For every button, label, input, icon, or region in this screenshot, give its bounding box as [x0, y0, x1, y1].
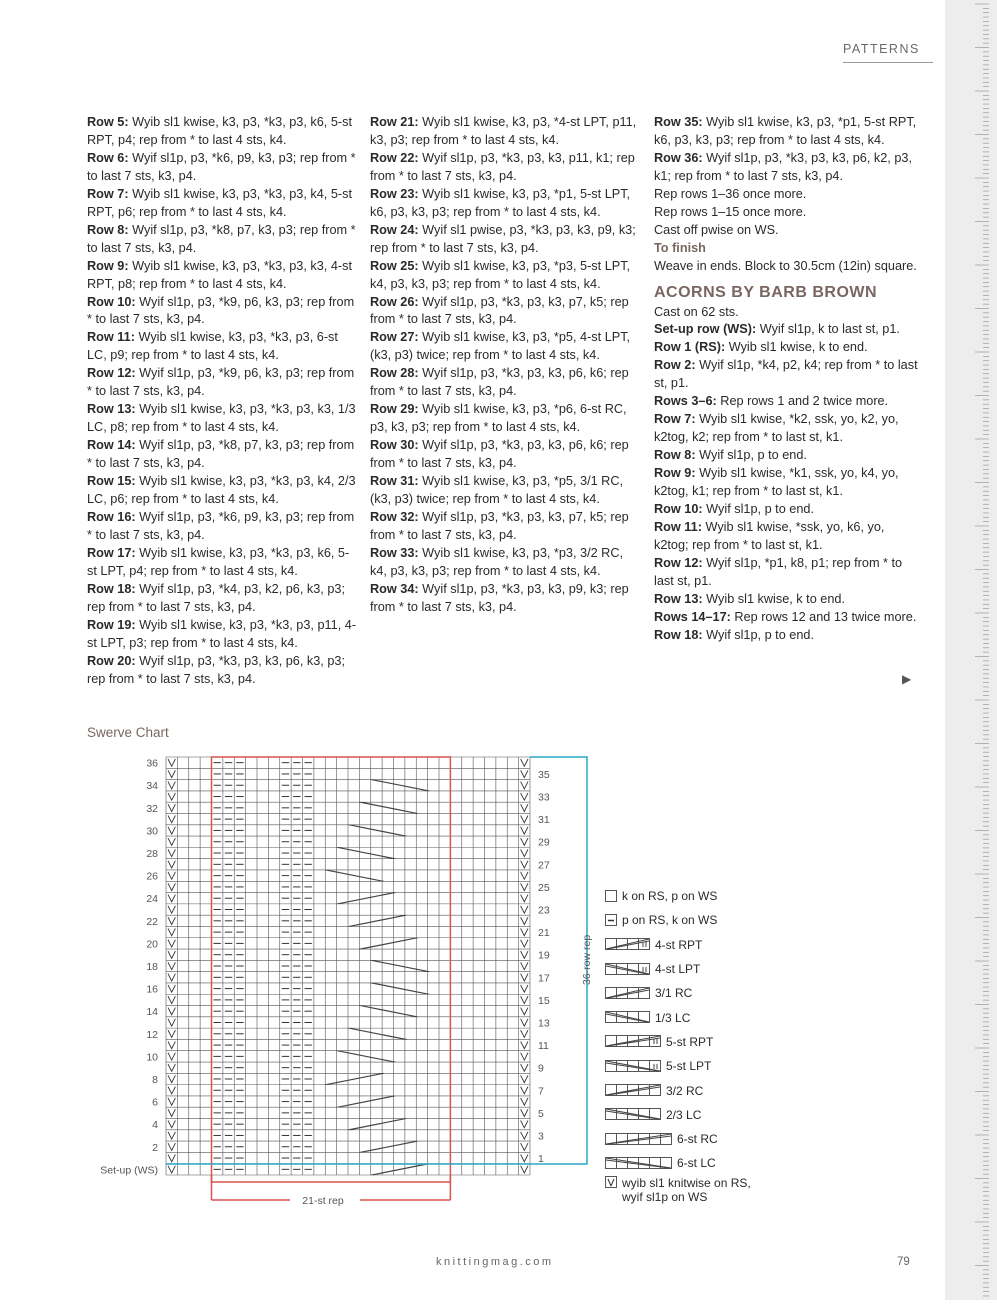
continue-arrow-icon: ▶ — [902, 672, 912, 686]
pattern-row — [370, 186, 640, 222]
row-label: Row 34: — [370, 581, 419, 596]
row-label: Row 9: — [654, 466, 696, 481]
pattern-row — [654, 304, 919, 322]
row-instruction: Wyif sl1p, p3, *k8, p7, k3, p3; rep from * to last 7 sts, k3, p4. — [87, 438, 355, 471]
row-label: Row 7: — [654, 412, 696, 427]
legend-item — [605, 1176, 751, 1212]
pattern-row — [654, 447, 919, 465]
rc32-icon — [605, 1084, 662, 1097]
row-instruction: Rep rows 1 and 2 twice more. — [716, 394, 889, 409]
row-instruction: Wyif sl1p, p to end. — [702, 627, 814, 642]
row-label: Row 10: — [654, 502, 703, 517]
pattern-row — [87, 653, 357, 689]
pattern-row — [87, 365, 357, 401]
pattern-row — [87, 473, 357, 509]
row-instruction: Wyib sl1 kwise, k3, p3, *k3, p3, 6-st LC, p9; rep from * to last 4 sts, k4. — [87, 330, 338, 363]
chart-row-label: 4 — [152, 1119, 158, 1132]
legend-item — [605, 981, 751, 1005]
legend-label-line2: wyif sl1p on WS — [622, 1189, 708, 1204]
row-label: Row 32: — [370, 509, 419, 524]
pattern-row — [654, 609, 919, 627]
lc13-icon — [605, 1011, 651, 1024]
pattern-row — [370, 258, 640, 294]
chart-row-label: 36 — [146, 757, 158, 770]
row-instruction: Wyif sl1p, p3, *k6, p9, k3, p3; rep from * to last 7 sts, k3, p4. — [87, 150, 356, 183]
to-finish-heading: To finish — [654, 240, 706, 255]
pattern-row — [87, 329, 357, 365]
chart-legend — [605, 884, 751, 1212]
row-label: Row 23: — [370, 186, 419, 201]
purl-square-icon — [605, 914, 618, 927]
row-instruction: Wyib sl1 kwise, k3, p3, *k3, p3, p11, 4-st LPT, p3; rep from * to last 4 sts, k4. — [87, 617, 357, 650]
row-label: Row 8: — [87, 222, 129, 237]
row-label: Row 25: — [370, 258, 419, 273]
legend-item — [605, 908, 751, 932]
row-instruction: Wyif sl1p, p3, *k3, p3, k3, p7, k5; rep from * to last 7 sts, k3, p4. — [370, 294, 629, 327]
row-instruction: Rep rows 12 and 13 twice more. — [730, 609, 917, 624]
pattern-row — [87, 150, 357, 186]
lpt5-icon — [605, 1060, 662, 1073]
chart-row-label: 34 — [146, 780, 158, 793]
row-instruction: Wyib sl1 kwise, *k2, ssk, yo, k2, yo, k2tog, k2; rep from * to last st, k1. — [654, 412, 899, 445]
row-label: Row 35: — [654, 115, 703, 129]
lpt4-icon — [605, 963, 651, 976]
legend-label: p on RS, k on WS — [622, 913, 718, 928]
pattern-row — [654, 465, 919, 501]
legend-item — [605, 884, 751, 908]
row-label: Set-up row (WS): — [654, 322, 757, 337]
pattern-row — [654, 186, 919, 204]
pattern-row — [654, 339, 919, 357]
row-instruction: Wyib sl1 kwise, k3, p3, *k3, p3, k3, 1/3 LC, p8; rep from * to last 4 sts, k4. — [87, 402, 356, 435]
row-label: Row 33: — [370, 545, 419, 560]
pattern-row — [654, 411, 919, 447]
chart-row-label: 8 — [152, 1073, 158, 1086]
pattern-row — [87, 617, 357, 653]
row-label: Row 19: — [87, 617, 136, 632]
pattern-row — [87, 294, 357, 330]
row-label: Row 20: — [87, 653, 136, 668]
pattern-row — [87, 437, 357, 473]
knit-square-icon — [605, 890, 618, 903]
chart-row-label: 26 — [146, 870, 158, 883]
row-label: Row 10: — [87, 294, 136, 309]
pattern-row — [654, 222, 919, 240]
chart-row-label: 32 — [146, 802, 158, 815]
row-instruction: Wyib sl1 kwise, *k1, ssk, yo, k4, yo, k2tog, k1; rep from * to last st, k1. — [654, 466, 899, 499]
row-instruction: Wyib sl1 kwise, *ssk, yo, k6, yo, k2tog; rep from * to last st, k1. — [654, 519, 885, 552]
row-instruction: Wyif sl1p, p3, *k3, p3, k3, p6, k6; rep from * to last 7 sts, k3, p4. — [370, 438, 629, 471]
acorns-heading: ACORNS BY BARB BROWN — [654, 283, 878, 301]
to-finish-text: Weave in ends. Block to 30.5cm (12in) square. — [654, 258, 917, 273]
legend-label: 4-st LPT — [655, 962, 701, 977]
pattern-row — [654, 555, 919, 591]
chart-row-label: 31 — [538, 814, 550, 827]
legend-item — [605, 1005, 751, 1029]
chart-row-label: 30 — [146, 825, 158, 838]
row-instruction: Wyif sl1p, p3, *k6, p9, k3, p3; rep from * to last 7 sts, k3, p4. — [87, 509, 355, 542]
row-instruction: Rep rows 1–36 once more. — [654, 186, 807, 201]
row-label: Row 24: — [370, 222, 419, 237]
legend-item — [605, 1078, 751, 1102]
row-label: Row 18: — [87, 581, 136, 596]
legend-item — [605, 957, 751, 981]
row-instruction: Wyib sl1 kwise, k3, p3, *p5, 3/1 RC, (k3, p3) twice; rep from * to last 4 sts, k4. — [370, 474, 624, 507]
pattern-row — [370, 401, 640, 437]
rc6-icon — [605, 1133, 673, 1146]
pattern-row — [654, 204, 919, 222]
legend-item — [605, 1151, 751, 1175]
pattern-row — [370, 581, 640, 617]
rpt4-icon — [605, 938, 651, 951]
chart-row-label: 1 — [538, 1153, 544, 1166]
row-instruction: Wyib sl1 kwise, k3, p3, *p1, 5-st RPT, k6, p3, k3, p3; rep from * to last 4 sts, k4. — [654, 115, 917, 147]
row-instruction: Wyif sl1p, p3, *k3, p3, k3, p6, k6; rep from * to last 7 sts, k3, p4. — [370, 366, 629, 399]
pattern-row — [370, 473, 640, 509]
chart-row-label: 28 — [146, 848, 158, 861]
row-label: Row 11: — [87, 330, 135, 345]
legend-item — [605, 1030, 751, 1054]
row-label: Row 27: — [370, 330, 419, 345]
row-label: Row 2: — [654, 358, 696, 373]
legend-item — [605, 1103, 751, 1127]
row-instruction: Wyib sl1 kwise, k3, p3, *p3, 3/2 RC, k4, p3, k3, p3; rep from * to last 4 sts, k4. — [370, 545, 624, 578]
row-label: Row 5: — [87, 115, 129, 129]
row-label: Row 26: — [370, 294, 419, 309]
page-number: 79 — [897, 1256, 910, 1268]
row-label: Rows 14–17: — [654, 609, 731, 624]
chart-row-label: 7 — [538, 1085, 544, 1098]
chart-row-label: 18 — [146, 961, 158, 973]
chart-row-label: 12 — [146, 1028, 158, 1041]
chart-row-label: 25 — [538, 881, 550, 894]
legend-label: 5-st RPT — [666, 1034, 714, 1049]
row-instruction: Cast off pwise on WS. — [654, 222, 779, 237]
pattern-row — [370, 545, 640, 581]
legend-label: wyib sl1 knitwise on RS, — [622, 1175, 751, 1190]
pattern-row — [87, 114, 357, 150]
pattern-row — [87, 581, 357, 617]
row-label: Row 9: — [87, 258, 129, 273]
pattern-row — [370, 365, 640, 401]
row-instruction: Wyib sl1 kwise, k to end. — [725, 340, 868, 355]
pattern-row — [654, 357, 919, 393]
row-label: Row 30: — [370, 438, 419, 453]
row-instruction: Wyif sl1p, *k4, p2, k4; rep from * to last st, p1. — [654, 358, 918, 391]
legend-label: 5-st LPT — [666, 1059, 712, 1074]
row-label: Row 11: — [654, 519, 702, 534]
pattern-column-3 — [654, 114, 919, 645]
row-instruction: Wyif sl1p, p to end. — [702, 502, 814, 517]
stitch-repeat-label: 21-st rep — [302, 1195, 344, 1207]
chart-row-label: 24 — [146, 893, 158, 906]
row-label: Row 18: — [654, 627, 703, 642]
row-instruction: Wyif sl1p, p3, *k4, p3, k2, p6, k3, p3; rep from * to last 7 sts, k3, p4. — [87, 581, 345, 614]
row-repeat-label: 36-row rep — [581, 934, 593, 985]
chart-row-label: 23 — [538, 904, 550, 917]
row-instruction: Wyib sl1 kwise, k3, p3, *k3, p3, k6, 5-st RPT, p4; rep from * to last 4 sts, k4. — [87, 115, 353, 147]
lc6-icon — [605, 1157, 673, 1170]
chart-row-label: 5 — [538, 1107, 544, 1120]
pattern-row — [654, 321, 919, 339]
pattern-row — [654, 150, 919, 186]
row-instruction: Wyif sl1 pwise, p3, *k3, p3, k3, p9, k3; rep from * to last 7 sts, k3, p4. — [370, 222, 636, 255]
chart-row-label: 33 — [538, 791, 550, 804]
row-instruction: Wyib sl1 kwise, k3, p3, *p3, 5-st LPT, k4, p3, k3, p3; rep from * to last 4 sts, k4. — [370, 258, 631, 291]
row-instruction: Wyib sl1 kwise, k3, p3, *p6, 6-st RC, p3, k3, p3; rep from * to last 4 sts, k4. — [370, 402, 627, 435]
row-label: Row 6: — [87, 150, 129, 165]
footer-website: knittingmag.com — [436, 1256, 554, 1268]
row-instruction: Rep rows 1–15 once more. — [654, 204, 807, 219]
chart-title: Swerve Chart — [87, 725, 169, 740]
row-label: Row 28: — [370, 366, 419, 381]
chart-row-label: 6 — [152, 1096, 158, 1109]
row-instruction: Wyif sl1p, p3, *k9, p6, k3, p3; rep from * to last 7 sts, k3, p4. — [87, 366, 355, 399]
row-instruction: Cast on 62 sts. — [654, 304, 739, 319]
rpt5-icon — [605, 1035, 662, 1048]
legend-label: 3/1 RC — [655, 986, 693, 1001]
chart-row-label: 16 — [146, 983, 158, 996]
section-rule — [843, 62, 933, 63]
row-label: Row 8: — [654, 448, 696, 463]
pattern-column-2 — [370, 114, 640, 617]
chart-row-label: 13 — [538, 1017, 550, 1030]
row-instruction: Wyib sl1 kwise, k3, p3, *k3, p3, k6, 5-st LPT, p4; rep from * to last 4 sts, k4. — [87, 545, 350, 578]
chart-row-label: 21 — [538, 927, 550, 940]
chart-row-label: Set-up (WS) — [100, 1164, 158, 1177]
legend-label: k on RS, p on WS — [622, 889, 718, 904]
pattern-row — [370, 437, 640, 473]
row-instruction: Wyif sl1p, p to end. — [695, 448, 807, 463]
pattern-row — [87, 401, 357, 437]
pattern-row — [370, 329, 640, 365]
rc31-icon — [605, 987, 651, 1000]
row-instruction: Wyif sl1p, p3, *k3, p3, k3, p6, k3, p3; rep from * to last 7 sts, k3, p4. — [87, 653, 345, 686]
row-instruction: Wyib sl1 kwise, k3, p3, *p1, 5-st LPT, k6, p3, k3, p3; rep from * to last 4 sts, k4. — [370, 186, 631, 219]
chart-row-label: 35 — [538, 768, 550, 781]
pattern-row — [654, 627, 919, 645]
chart-row-label: 14 — [146, 1006, 158, 1019]
slip-icon — [605, 1176, 618, 1189]
legend-label: 2/3 LC — [666, 1107, 702, 1122]
row-label: Row 15: — [87, 474, 136, 489]
row-instruction: Wyif sl1p, p3, *k3, p3, k3, p9, k3; rep from * to last 7 sts, k3, p4. — [370, 581, 629, 614]
row-instruction: Wyif sl1p, p3, *k3, p3, k3, p7, k5; rep from * to last 7 sts, k3, p4. — [370, 509, 629, 542]
legend-label: 6-st RC — [677, 1132, 718, 1147]
legend-item — [605, 1054, 751, 1078]
legend-item — [605, 933, 751, 957]
pattern-row — [370, 509, 640, 545]
lc23-icon — [605, 1108, 662, 1121]
chart-row-label: 17 — [538, 972, 550, 985]
pattern-row — [370, 114, 640, 150]
row-instruction: Wyif sl1p, p3, *k9, p6, k3, p3; rep from * to last 7 sts, k3, p4. — [87, 294, 355, 327]
row-label: Row 12: — [87, 366, 136, 381]
chart-row-label: 9 — [538, 1062, 544, 1075]
chart-row-label: 3 — [538, 1130, 544, 1143]
pattern-row — [370, 150, 640, 186]
row-label: Row 14: — [87, 438, 136, 453]
row-label: Row 29: — [370, 402, 419, 417]
row-label: Row 1 (RS): — [654, 340, 726, 355]
chart-row-label: 11 — [538, 1040, 549, 1053]
pattern-row — [87, 258, 357, 294]
pattern-row — [654, 114, 919, 150]
row-instruction: Wyib sl1 kwise, k3, p3, *k3, p3, k4, 2/3 LC, p6; rep from * to last 4 sts, k4. — [87, 474, 356, 507]
chart-row-label: 20 — [146, 938, 158, 951]
pattern-row — [87, 186, 357, 222]
row-label: Row 22: — [370, 150, 419, 165]
row-instruction: Wyif sl1p, p3, *k8, p7, k3, p3; rep from * to last 7 sts, k3, p4. — [87, 222, 356, 255]
row-label: Row 17: — [87, 545, 136, 560]
chart-row-label: 29 — [538, 836, 550, 849]
row-label: Row 36: — [654, 150, 703, 165]
pattern-row — [370, 222, 640, 258]
legend-label: 6-st LC — [677, 1156, 716, 1171]
pattern-column-1 — [87, 114, 357, 689]
pattern-row — [87, 509, 357, 545]
row-label: Row 13: — [87, 402, 136, 417]
ruler-ticks — [945, 0, 997, 1300]
chart-row-label: 15 — [538, 994, 550, 1007]
legend-item — [605, 1127, 751, 1151]
section-label: PATTERNS — [843, 42, 920, 56]
row-label: Rows 3–6: — [654, 394, 717, 409]
pattern-row — [654, 591, 919, 609]
row-instruction: Wyif sl1p, k to last st, p1. — [756, 322, 900, 337]
chart-row-label: 19 — [538, 949, 550, 962]
row-instruction: Wyib sl1 kwise, k3, p3, *p5, 4-st LPT, (k3, p3) twice; rep from * to last 4 sts, k4. — [370, 330, 631, 363]
row-instruction: Wyib sl1 kwise, k3, p3, *k3, p3, k3, 4-st RPT, p8; rep from * to last 4 sts, k4. — [87, 258, 353, 291]
row-instruction: Wyib sl1 kwise, k to end. — [702, 591, 845, 606]
chart-row-label: 22 — [146, 915, 158, 928]
row-label: Row 12: — [654, 555, 703, 570]
row-instruction: Wyif sl1p, p3, *k3, p3, k3, p6, k2, p3, k1; rep from * to last 7 sts, k3, p4. — [654, 150, 912, 183]
row-label: Row 7: — [87, 186, 129, 201]
legend-label: 1/3 LC — [655, 1010, 691, 1025]
pattern-row — [87, 222, 357, 258]
row-label: Row 21: — [370, 115, 419, 129]
pattern-row — [654, 393, 919, 411]
pattern-row — [654, 519, 919, 555]
chart-row-label: 10 — [146, 1051, 158, 1064]
pattern-row — [654, 501, 919, 519]
legend-label: 4-st RPT — [655, 937, 703, 952]
row-label: Row 13: — [654, 591, 703, 606]
row-label: Row 31: — [370, 474, 419, 489]
row-instruction: Wyib sl1 kwise, k3, p3, *k3, p3, k4, 5-st RPT, p6; rep from * to last 4 sts, k4. — [87, 186, 353, 219]
row-instruction: Wyib sl1 kwise, k3, p3, *4-st LPT, p11, k3, p3; rep from * to last 4 sts, k4. — [370, 115, 637, 147]
pattern-row — [87, 545, 357, 581]
pattern-row — [370, 294, 640, 330]
measuring-ruler — [945, 0, 997, 1300]
row-label: Row 16: — [87, 509, 136, 524]
row-instruction: Wyif sl1p, p3, *k3, p3, k3, p11, k1; rep from * to last 7 sts, k3, p4. — [370, 150, 635, 183]
chart-row-label: 2 — [152, 1141, 158, 1154]
chart-row-label: 27 — [538, 859, 550, 872]
row-instruction: Wyif sl1p, *p1, k8, p1; rep from * to last st, p1. — [654, 555, 903, 588]
legend-label: 3/2 RC — [666, 1083, 704, 1098]
